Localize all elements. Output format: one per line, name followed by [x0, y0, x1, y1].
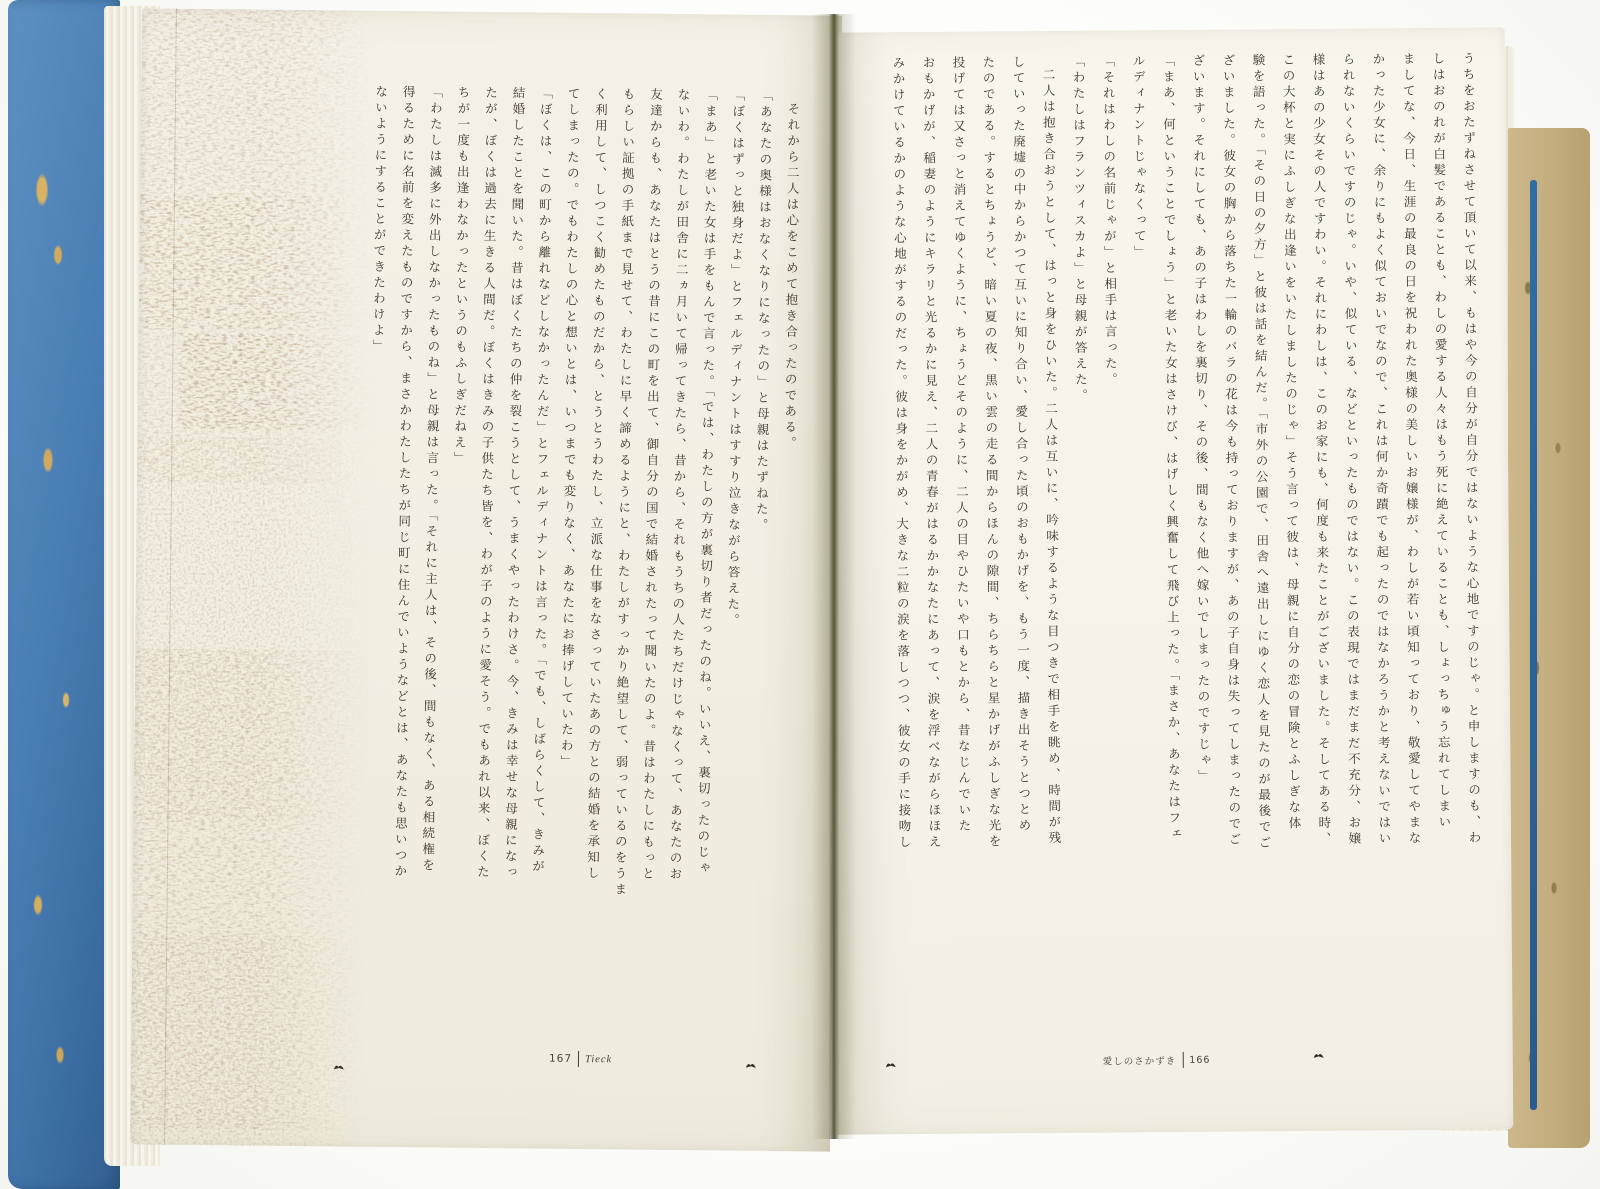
text-column: ざいました。彼女の胸から落ちた一輪のバラの花は今も持っておりますが、あの子自身は失ってしまったのでご — [1220, 53, 1243, 849]
page-left — [130, 8, 842, 1151]
right-page-footer — [1103, 1052, 1211, 1069]
text-column: 「まあ」と老いた女は手をもんで言った。「では、わたしの方が裏切り者だったのね。いいえ、裏切ったのじゃ — [695, 88, 719, 878]
gutter-shadow — [812, 14, 856, 1139]
text-column: もらしい証拠の手紙まで見せて、わたしに早く諦めるようにと、わたしがすっかり絶望して、弱っているのをうま — [612, 87, 637, 899]
bird-ornament — [885, 1060, 897, 1069]
text-column: この大杯と実にふしぎな出逢いをいたしましたのじゃ」そう言って彼は、母親に自分の恋の冒険とふしぎな体 — [1280, 53, 1302, 833]
right-page-text — [883, 52, 1490, 949]
text-column: それから二人は心をこめて抱き合ったのである。 — [782, 102, 802, 453]
footer-divider — [1182, 1052, 1183, 1068]
text-column: 「わたしは滅多に外出しなかったものね」と母親は言った。「それに主人は、その後、間もなく、ある相続権を — [420, 85, 444, 875]
text-column: ないわ。わたしが田舎に二ヵ月いて帰ってきたら、昔から、それもうちの人たちだけじゃなくって、あなたのお — [667, 87, 692, 884]
text-column: てしまったの。でもわたしの心と想いとは、いつまでも変りなく、あなたにお捧げしていたわ」 — [559, 86, 582, 771]
bird-ornament — [1313, 1051, 1325, 1060]
text-column: 結婚したことを聞いた。昔はぼくたちの仲を裂こうとして、うまくやったわけさ。今、きみは幸せな母親になっ — [502, 86, 527, 882]
illustration-texture — [130, 8, 390, 1147]
running-title: 愛しのさかずき — [1102, 1055, 1177, 1068]
text-column: 験を語った。「その日の夕方」と彼は話を結んだ。「市外の公園で、田舎へ遠出しにゆく恋人を見たのが最後でご — [1250, 53, 1273, 852]
cover-board-edge — [1530, 180, 1537, 1110]
left-page-text — [358, 85, 807, 970]
text-column: く利用して、しつこく勧めたものだから、とうとうわたし、立派な仕事をなさっていたあの方との結婚を承知し — [585, 87, 609, 883]
text-column: 様はあの少女その人ですわい。それにわしは、このお家にも、何度も来たことがございました。そしてある時、 — [1310, 52, 1333, 848]
text-column: 「まあ、何ということでしょう」と老いた女はさけび、はげしく興奮して飛び上った。「まさか、あなたはフェ — [1160, 53, 1183, 843]
footer-divider — [578, 1051, 579, 1067]
running-title: Tieck — [584, 1053, 613, 1065]
text-column: ルディナントじゃなくって」 — [1130, 54, 1148, 261]
left-page-footer — [549, 1051, 612, 1068]
text-column: 得るために名前を変えたものですから、まさかわたしたちが同じ町に住んでいようなどとは、あなたも思いつか — [392, 85, 417, 881]
text-column: 「ぼくはずっと独身だよ」とフェルディナントはすすり泣きながら答えた。 — [725, 88, 747, 630]
text-column: かった少女に、余りにもよく似ておいでなので、これは何か奇蹟でも起ったのではなかろうかと考えないではい — [1370, 52, 1393, 848]
text-column: ないようにすることができたわけよ」 — [370, 84, 389, 356]
text-column: 「ぼくは、この町から離れなどしなかったんだ」とフェルディナントは言った。「でも、しばらくして、きみが — [530, 86, 554, 876]
text-column: しはおのれが白髪であることも、わしの愛する人々はもう死に絶えていることも、しょっちゅう忘れてしまい — [1430, 51, 1452, 832]
text-column: 友達からも、あなたはとうの昔にこの町を出て、御自分の国で結婚されたって聞いたのよ。昔はわたしにもっと — [640, 87, 664, 883]
page-right — [829, 27, 1514, 1134]
text-column: 「それはわしの名前じゃが」と相手は言った。 — [1100, 54, 1119, 389]
text-column: おもかげが、稲妻のようにキラリと光るかに見え、二人の青春がはるかかなたにあって、涙を浮べながらほほえ — [920, 55, 943, 851]
text-column: 「わたしはフランツィスカよ」と母親が答えた。 — [1070, 54, 1089, 405]
book-cover-right — [1508, 128, 1590, 1148]
text-column: 「あなたの奥様はおなくなりになったの」と母親はたずねた。 — [753, 88, 774, 535]
text-column: ざいます。それにしても、あの子はわしを裏切り、その後、間もなく他へ嫁いでしまったのですじゃ」 — [1190, 53, 1212, 786]
bird-ornament — [745, 1061, 757, 1070]
text-column: みかけているかのような心地がするのだった。彼は身をかがめ、大きな二粒の涙を落しつつ、彼女の手に接吻し — [890, 56, 913, 852]
text-column: ましてな、今日、生涯の最良の日を祝われた奥様の美しいお嬢様が、わしが若い頃知っており、敬愛してやまな — [1400, 52, 1423, 848]
page-number: 166 — [1189, 1054, 1211, 1066]
bird-ornament — [333, 1062, 345, 1071]
text-column: たのである。するとちょうど、暗い夏の夜、黒い雲の走る間からほんの隙間、ちらちらと星かげがふしぎな光を — [980, 55, 1003, 851]
page-number: 167 — [548, 1052, 573, 1065]
text-column: 投げては又さっと消えてゆくように、ちょうどそのように、二人の目やひたいや口もとから、昔なじんでいた — [950, 55, 972, 835]
text-column: たが、ぼくは過去に生きる人間だ。ぼくはきみの子供たち皆を、わが子のように愛そう。でもあれ以来、ぼくた — [475, 85, 499, 882]
text-column: られないくらいですのじゃ。いや、似ている、などといったものではない。この表現ではまだまだ不充分、お嬢 — [1340, 52, 1363, 848]
text-column: うちをおたずねさせて頂いて以来、もはや今の自分が自分ではないような心地ですのじゃ。と申しますのも、わ — [1460, 51, 1483, 847]
text-column: 二人は抱き合おうとして、はっと身をひいた。二人は互いに、吟味するような目つきで相手を眺め、時間が残 — [1040, 68, 1063, 848]
text-column: していった廃墟の中からかつて互いに知り合い、愛し合った頃のおもかげを、もう一度、描き出そうとつとめ — [1010, 55, 1032, 835]
text-column: ちが一度も出逢わなかったというのもふしぎだねえ」 — [452, 85, 472, 468]
